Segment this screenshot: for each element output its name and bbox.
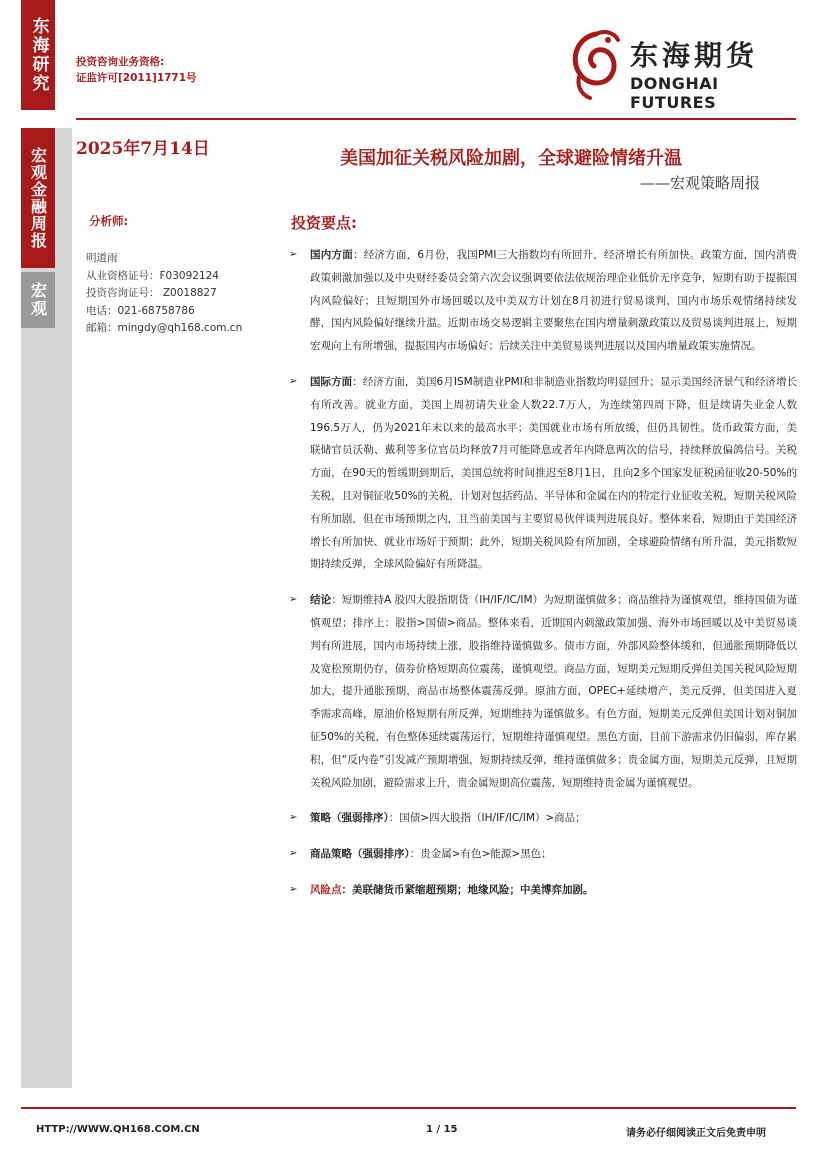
donghai-logo [566, 26, 796, 112]
arrow-bullet-icon: ➢ [289, 594, 298, 606]
logo-chinese: 东海期货 [630, 39, 759, 72]
point-text: ：贵金属>有色>能源>黑色； [409, 848, 552, 861]
point-text: ：短期维持A 股四大股指期货（IH/IF/IC/IM）为短期谨慎做多；商品维持为谨慎观望，维持国债为谨慎观望；排序上：股指>国债>商品。整体来看，近期国内刺激政策加强、海外市场回暖以及中美贸易谈判有所进展，国内市场持续上涨，股指维持谨慎做多。债市方面，外部风险整体缓和，但通胀预期降低以及宽松预期仍存，债券价格短期高位震荡，谨慎观望。商品方面，短期美元短期反弹但美国关税风险短期加大，提升通胀预期，商品市场整体震荡反弹。原油方面，OPEC+延续增产，美元反弹，但美国进入夏季需求高峰，原油价格短期有所反弹，短期维持为谨慎做多。有色方面，短期美元反弹但美国计划对铜加征50%的关税，有色整体延续震荡运行，短期维持谨慎观望。黑色方面，目前下游需求仍旧偏弱，库存累积，但“反内卷”引发减产预期增强，短期持续反弹，维持谨慎做多；贵金属方面，短期美元反弹，且短期关税风险加剧，避险需求上升，贵金属短期高位震荡，短期维持贵金属为谨慎观望。 [310, 594, 797, 789]
point-conclusion [287, 589, 797, 794]
footer-disclaimer: 请务必仔细阅读正文后免责申明 [626, 1128, 766, 1139]
point-strategy [287, 807, 797, 830]
point-label: 国内方面 [310, 249, 353, 261]
point-text: ：经济方面，美国6月ISM制造业PMI和非制造业指数均明显回升；显示美国经济景气和经济增长有所改善。就业方面，美国上周初请失业金人数22.7万人，为连续第四周下降，但是续请失业金人数 196.5万人，仍为2021年末以来的最高水平；美国就业市场有所放缓，但仍具韧性。货币政策方面，美联储官员沃勒、戴利等多位官员均释放7月可能降息或者年内降息两次的信号，持续释放偏鸽信号。关税方面，在90天的暂缓期到期后，美国总统将时间推迟至8月1日，且向2多个国家发征税函征收20-50%的关税，且对铜征收50%的关税，计划对包括药品、半导体和金属在内的特定行业征收关税，短期关税风险有所加剧，但在市场预期之内，且当前美国与主要贸易伙伴谈判进展良好。整体来看，短期由于美国经济增长有所加快、就业市场好于预期；此外，短期关税风险有所加剧，全球避险情绪有所升温，美元指数短期持续反弹，全球风险偏好有所降温。 [310, 375, 797, 571]
point-label: 结论 [310, 594, 332, 607]
point-international [287, 371, 797, 576]
license-line-2: 证监许可[2011]1771号 [76, 72, 197, 84]
page-number: 1 / 15 [426, 1124, 458, 1135]
arrow-bullet-icon: ➢ [289, 375, 298, 387]
point-risks [287, 879, 797, 902]
point-label: 策略（强弱排序） [310, 812, 389, 825]
report-subtitle: ——宏观策略周报 [640, 174, 761, 192]
point-text: ：经济方面，6月份，我国PMI三大指数均有所回升，经济增长有所加快。政策方面，国内消费政策刺激加强以及中央财经委员会第六次会议强调要依法依规治理企业低价无序竞争，短期有助于提振国内风险偏好；且短期国外市场回暖以及中美双方计划在8月初进行贸易谈判，国内市场乐观情绪持续发酵，国内风险偏好继续升温。近期市场交易逻辑主要聚焦在国内增量刺激政策以及贸易谈判进展上，短期宏观向上有所增强，提振国内市场偏好；后续关注中美贸易谈判进展以及国内增量政策实施情况。 [310, 249, 798, 353]
analyst-info [86, 250, 242, 338]
investment-points-heading: 投资要点: [291, 214, 357, 232]
point-text: ：美联储货币紧缩超预期；地缘风险；中美博弈加剧。 [341, 883, 594, 896]
license-line-1: 投资咨询业务资格: [76, 56, 165, 68]
arrow-bullet-icon: ➢ [289, 812, 298, 824]
point-text: ：国债>四大股指（IH/IF/IC/IM）>商品； [388, 812, 586, 825]
point-domestic [287, 244, 797, 358]
header-divider [76, 118, 796, 120]
investment-points [287, 244, 797, 915]
analyst-consult-id: 投资咨询证号： Z0018827 [86, 287, 217, 299]
analyst-qualification: 从业资格证号：F03092124 [86, 269, 219, 282]
arrow-bullet-icon: ➢ [289, 883, 298, 895]
point-label: 国际方面 [310, 375, 353, 388]
report-date: 2025年7月14日 [76, 139, 210, 159]
point-commodity-strategy [287, 843, 797, 866]
license-info [76, 54, 197, 86]
point-label: 风险点 [310, 883, 342, 896]
analyst-phone: 电话：021-68758786 [86, 304, 195, 317]
arrow-bullet-icon: ➢ [289, 249, 298, 260]
point-label: 商品策略（强弱排序） [310, 848, 410, 861]
analyst-name: 明道雨 [86, 252, 118, 264]
dragon-logo-icon [566, 26, 626, 104]
brand-tag: 东海研究 [21, 0, 55, 110]
analyst-label: 分析师: [89, 214, 129, 228]
logo-english: DONGHAI FUTURES [630, 74, 719, 112]
footer-url-link[interactable]: HTTP://WWW.QH168.COM.CN [36, 1124, 200, 1135]
report-title: 美国加征关税风险加剧，全球避险情绪升温 [340, 148, 682, 169]
footer-divider [21, 1107, 796, 1109]
sidebar-tab-macro: 宏观 [21, 272, 55, 328]
arrow-bullet-icon: ➢ [289, 848, 298, 860]
analyst-email[interactable]: 邮箱：mingdy@qh168.com.cn [86, 322, 243, 334]
sidebar-tab-macro-finance: 宏观金融周报 [21, 128, 55, 268]
